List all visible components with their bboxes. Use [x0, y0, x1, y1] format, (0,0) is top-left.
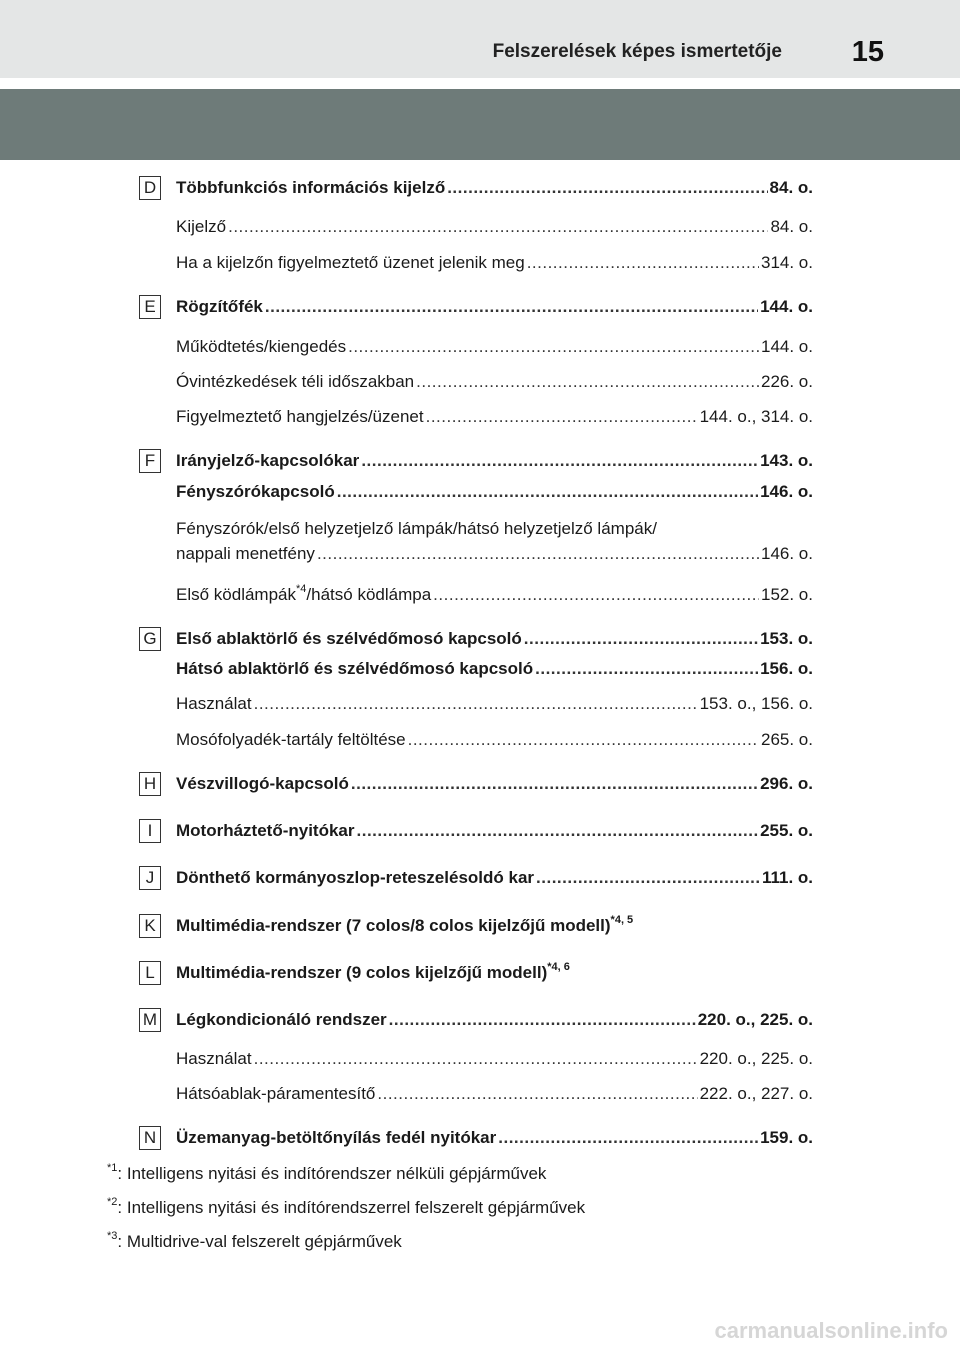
entry-letter-box: D: [139, 176, 161, 200]
entry-letter-box: K: [139, 914, 161, 938]
entry-letter-box: N: [139, 1126, 161, 1150]
page-number: 15: [851, 36, 884, 68]
entry-title-line[interactable]: Rögzítőfék ..... 144. o.: [176, 297, 813, 317]
entry-letter-box: H: [139, 772, 161, 796]
entry-title-line[interactable]: Multimédia-rendszer (7 colos/8 colos kijelzőjű modell)$^{*4, 5}$: [176, 914, 634, 935]
entry-title-line[interactable]: Fényszórókapcsoló ..... 146. o.: [176, 482, 813, 502]
sub-line[interactable]: Hátsóablak-páramentesítő ..... 222. o., 227. o.: [176, 1084, 813, 1104]
sub-line[interactable]: Használat ..... 220. o., 225. o.: [176, 1049, 813, 1069]
entry-l: [0, 963, 960, 987]
entry-letter-box: J: [139, 866, 161, 890]
sub-line[interactable]: Működtetés/kiengedés ..... 144. o.: [176, 337, 813, 357]
entry-n: [0, 1128, 960, 1152]
entry-title-line[interactable]: Irányjelző-kapcsolókar ..... 143. o.: [176, 451, 813, 471]
sub-line[interactable]: Használat ..... 153. o., 156. o.: [176, 694, 813, 714]
entry-title-line[interactable]: [176, 178, 813, 198]
entry-letter-box: L: [139, 961, 161, 985]
entry-page: 84. o.: [769, 178, 813, 197]
entry-letter-box: E: [139, 295, 161, 319]
entry-d: [0, 178, 960, 202]
entry-f: [0, 451, 960, 475]
entry-title-line[interactable]: Vészvillogó-kapcsoló ..... 296. o.: [176, 774, 813, 794]
footnote: $^{*3}$: Multidrive-val felszerelt gépjárművek: [107, 1230, 402, 1251]
entry-title-line[interactable]: Motorháztető-nyitókar ..... 255. o.: [176, 821, 813, 841]
entry-title-line[interactable]: Légkondicionáló rendszer ..... 220. o., 225. o.: [176, 1010, 813, 1030]
sub-line[interactable]: Figyelmeztető hangjelzés/üzenet ..... 144. o., 314. o.: [176, 407, 813, 427]
entry-letter-box: I: [139, 819, 161, 843]
sub-line[interactable]: Mosófolyadék-tartály feltöltése ..... 265. o.: [176, 730, 813, 750]
entry-title-line[interactable]: Dönthető kormányoszlop-reteszelésoldó kar ..... 111. o.: [176, 868, 813, 888]
entry-letter-box: F: [139, 449, 161, 473]
entry-g: [0, 629, 960, 653]
footnote: $^{*1}$: Intelligens nyitási és indítórendszer nélküli gépjárművek: [107, 1162, 547, 1183]
sub-line[interactable]: Első ködlámpák$^{*4}$/hátsó ködlámpa ..... 152. o.: [176, 585, 813, 605]
entry-j: [0, 868, 960, 892]
header-band: [0, 0, 960, 78]
entry-title-line[interactable]: Multimédia-rendszer (9 colos kijelzőjű modell)$^{*4, 6}$: [176, 961, 570, 982]
watermark: carmanualsonline.info: [714, 1318, 948, 1343]
sub-line[interactable]: Kijelző ..... 84. o.: [176, 217, 813, 237]
entry-i: [0, 821, 960, 845]
sub-line[interactable]: nappali menetfény ..... 146. o.: [176, 544, 813, 564]
section-title: Felszerelések képes ismertetője: [492, 41, 782, 62]
entry-k: [0, 916, 960, 940]
sub-line[interactable]: Óvintézkedések téli időszakban ..... 226. o.: [176, 372, 813, 392]
entry-title-line[interactable]: Első ablaktörlő és szélvédőmosó kapcsoló ..... 153. o.: [176, 629, 813, 649]
entry-title: Többfunkciós információs kijelző: [176, 178, 446, 197]
entry-title-line[interactable]: Hátsó ablaktörlő és szélvédőmosó kapcsoló ..... 156. o.: [176, 659, 813, 679]
entry-m: [0, 1010, 960, 1034]
footnote: $^{*2}$: Intelligens nyitási és indítórendszerrel felszerelt gépjárművek: [107, 1196, 586, 1217]
entry-letter-box: G: [139, 627, 161, 651]
entry-e: [0, 297, 960, 321]
header-dark-band: [0, 89, 960, 160]
entry-letter-box: M: [139, 1008, 161, 1032]
entry-h: [0, 774, 960, 798]
sub-line-wrap[interactable]: Fényszórók/első helyzetjelző lámpák/hátsó helyzetjelző lámpák/: [176, 519, 657, 538]
sub-line[interactable]: Ha a kijelzőn figyelmeztető üzenet jelenik meg ..... 314. o.: [176, 253, 813, 273]
entry-title-line[interactable]: Üzemanyag-betöltőnyílás fedél nyitókar ..... 159. o.: [176, 1128, 813, 1148]
